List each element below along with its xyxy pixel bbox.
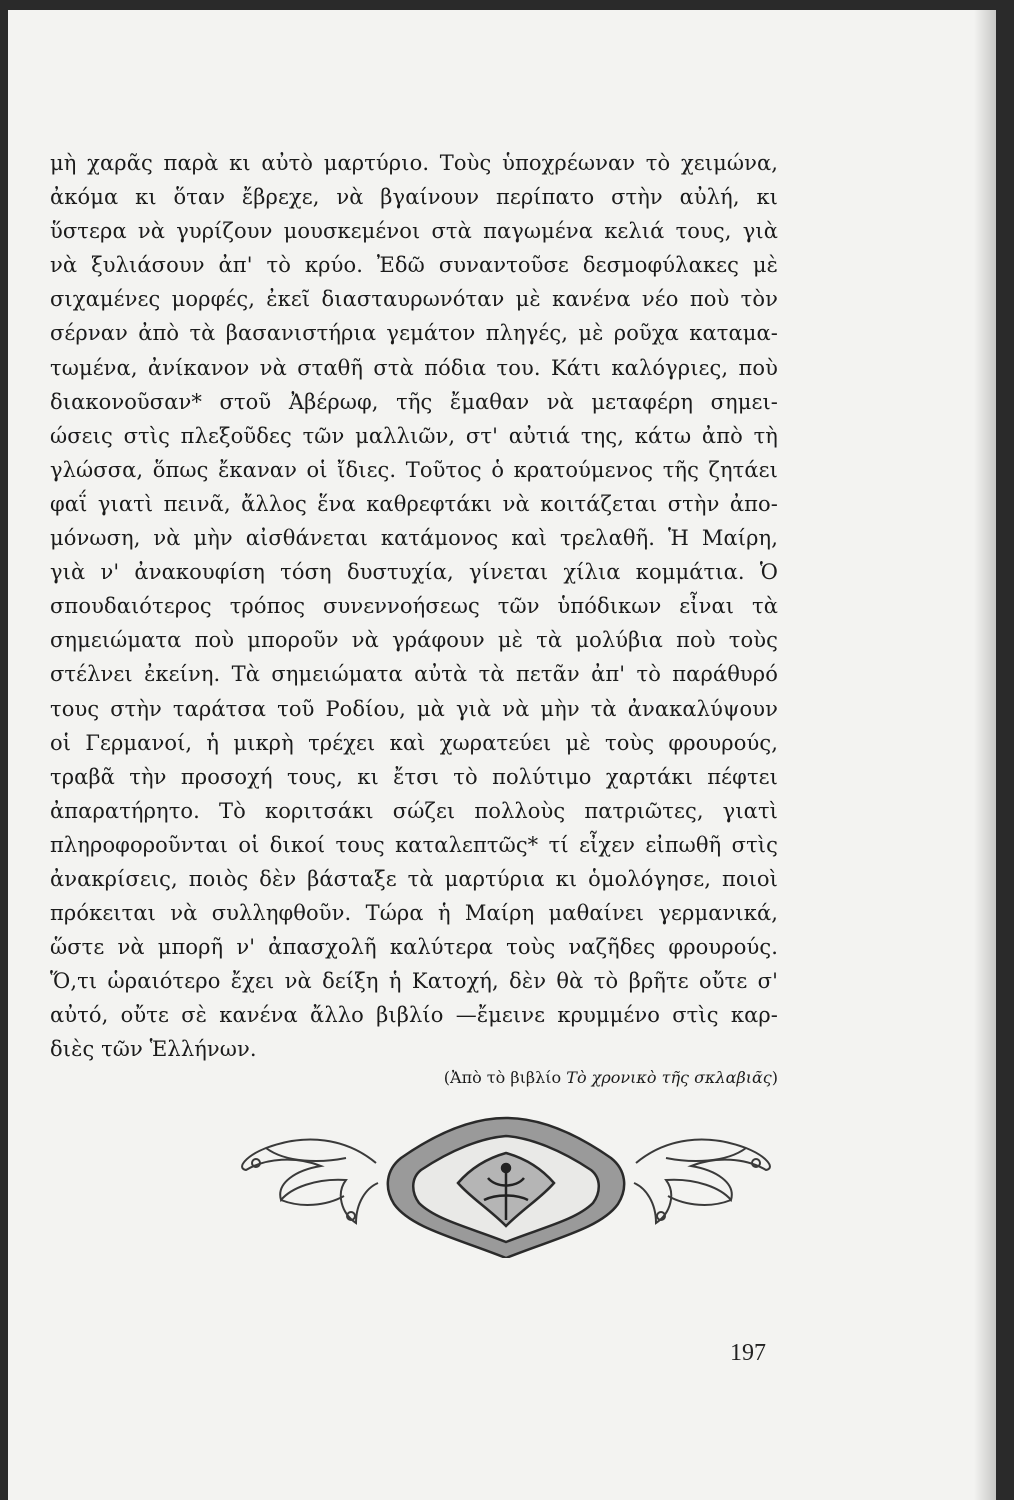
page-edge-shadow bbox=[974, 10, 996, 1500]
text-line: γλώσσα, ὅπως ἔκαναν οἱ ἴδιες. Τοῦτος ὁ κρατούμενος τῆς ζητάει bbox=[50, 457, 778, 482]
text-line: μὴ χαρᾶς παρὰ κι αὐτὸ μαρτύριο. Τοὺς ὑποχρέωναν τὸ χειμώνα, bbox=[50, 151, 778, 175]
text-line: σημειώματα ποὺ μποροῦν νὰ γράφουν μὲ τὰ μολύβια ποὺ τοὺς bbox=[50, 628, 778, 653]
text-line: διακονοῦσαν* στοῦ Ἀβέρωφ, τῆς ἔμαθαν νὰ μεταφέρη σημει- bbox=[50, 389, 778, 414]
text-line: ἀνακρίσεις, ποιὸς δὲν βάσταξε τὰ μαρτύρια κι ὁμολόγησε, ποιοὶ bbox=[50, 866, 778, 891]
text-line: σέρναν ἀπὸ τὰ βασανιστήρια γεμάτον πληγές, μὲ ροῦχα καταμα- bbox=[50, 321, 778, 346]
text-line-last: διὲς τῶν Ἑλλήνων. bbox=[50, 1037, 257, 1062]
text-line: φαΐ γιατὶ πεινᾶ, ἄλλος ἕνα καθρεφτάκι νὰ κοιτάζεται στὴν ἀπο- bbox=[50, 491, 778, 516]
floral-arabesque-ornament-icon bbox=[226, 1108, 786, 1258]
text-line: πληροφοροῦνται οἱ δικοί τους καταλεπτῶς* τί εἶχεν εἰπωθῆ στὶς bbox=[50, 832, 778, 857]
source-suffix: ) bbox=[771, 1068, 778, 1087]
page-number: 197 bbox=[730, 1340, 766, 1366]
body-text bbox=[50, 146, 778, 1067]
text-line: ὕστερα νὰ γυρίζουν μουσκεμένοι στὰ παγωμένα κελιά τους, γιὰ bbox=[50, 219, 778, 244]
text-line: νὰ ξυλιάσουν ἀπ' τὸ κρύο. Ἐδῶ συναντοῦσε δεσμοφύλακες μὲ bbox=[50, 253, 778, 278]
source-citation bbox=[50, 1068, 778, 1087]
text-line: τωμένα, ἀνίκανον νὰ σταθῆ στὰ πόδια του. Κάτι καλόγριες, ποὺ bbox=[50, 355, 778, 380]
text-line: ἀκόμα κι ὅταν ἔβρεχε, νὰ βγαίνουν περίπατο στὴν αὐλή, κι bbox=[50, 185, 778, 210]
source-book-title: Τὸ χρονικὸ τῆς σκλαβιᾶς bbox=[566, 1068, 772, 1087]
text-line: ὥστε νὰ μπορῆ ν' ἀπασχολῆ καλύτερα τοὺς ναζῆδες φρουρούς. bbox=[50, 935, 778, 960]
text-line: τους στὴν ταράτσα τοῦ Ροδίου, μὰ γιὰ νὰ μὴν τὰ ἀνακαλύψουν bbox=[50, 696, 778, 721]
text-line: αὐτό, οὔτε σὲ κανένα ἄλλο βιβλίο —ἔμεινε κρυμμένο στὶς καρ- bbox=[50, 1003, 778, 1028]
text-line: οἱ Γερμανοί, ἡ μικρὴ τρέχει καὶ χωρατεύει μὲ τοὺς φρουρούς, bbox=[50, 730, 778, 755]
text-line: ώσεις στὶς πλεξοῦδες τῶν μαλλιῶν, στ' αὐτιά της, κάτω ἀπὸ τὴ bbox=[50, 423, 778, 448]
text-line: Ὅ,τι ὡραιότερο ἔχει νὰ δείξη ἡ Κατοχή, δὲν θὰ τὸ βρῆτε οὔτε σ' bbox=[50, 969, 778, 994]
text-line: τραβᾶ τὴν προσοχή τους, κι ἔτσι τὸ πολύτιμο χαρτάκι πέφτει bbox=[50, 764, 778, 789]
text-line: γιὰ ν' ἀνακουφίση τόση δυστυχία, γίνεται χίλια κομμάτια. Ὁ bbox=[50, 560, 778, 585]
source-prefix: (Ἀπὸ τὸ βιβλίο bbox=[443, 1068, 567, 1087]
book-page bbox=[8, 10, 996, 1500]
text-line: σιχαμένες μορφές, ἐκεῖ διασταυρωνόταν μὲ κανένα νέο ποὺ τὸν bbox=[50, 287, 778, 312]
text-line: μόνωση, νὰ μὴν αἰσθάνεται κατάμονος καὶ τρελαθῆ. Ἡ Μαίρη, bbox=[50, 526, 778, 551]
text-line: ἀπαρατήρητο. Τὸ κοριτσάκι σώζει πολλοὺς πατριῶτες, γιατὶ bbox=[50, 798, 778, 823]
text-line: στέλνει ἐκείνη. Τὰ σημειώματα αὐτὰ τὰ πετᾶν ἀπ' τὸ παράθυρό bbox=[50, 662, 778, 687]
text-line: πρόκειται νὰ συλληφθοῦν. Τώρα ἡ Μαίρη μαθαίνει γερμανικά, bbox=[50, 901, 778, 926]
text-line: σπουδαιότερος τρόπος συνεννοήσεως τῶν ὑπόδικων εἶναι τὰ bbox=[50, 594, 778, 619]
